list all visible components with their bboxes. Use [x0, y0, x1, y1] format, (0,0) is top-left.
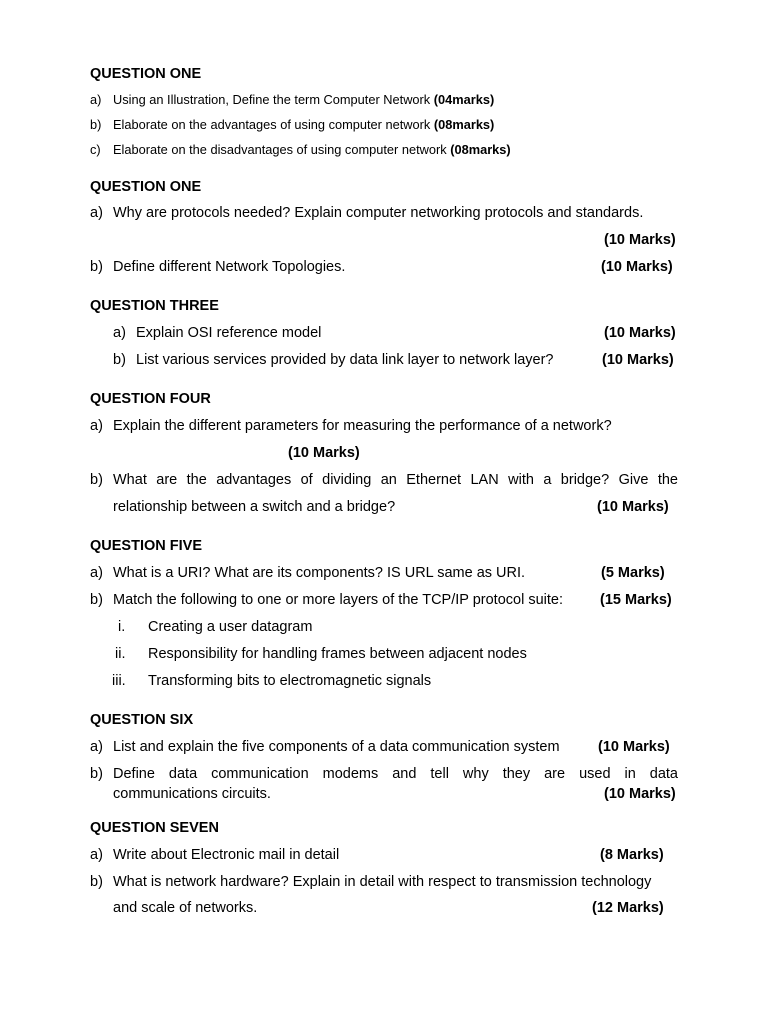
q2-a-label: a) — [90, 205, 103, 221]
q4-a-label: a) — [90, 418, 103, 434]
q5-a-text: What is a URI? What are its components? IS URL same as URI. — [113, 565, 526, 581]
q1-title: QUESTION ONE — [90, 66, 202, 82]
q4-a-marks: (10 Marks) — [288, 445, 360, 461]
q2-a-marks: (10 Marks) — [604, 232, 676, 248]
q7-b-line2: and scale of networks. — [113, 900, 258, 916]
q2-title: QUESTION ONE — [90, 179, 202, 195]
q5-item-1-label: i. — [118, 619, 126, 635]
q7-a-text: Write about Electronic mail in detail — [113, 847, 340, 863]
q3-b-text: List various services provided by data link layer to network layer? — [136, 352, 554, 368]
q5-b-text: Match the following to one or more layers of the TCP/IP protocol suite: — [113, 592, 563, 608]
q4-b-line1: What are the advantages of dividing an Ethernet LAN with a bridge? Give the — [113, 472, 678, 488]
q4-b-label: b) — [90, 472, 103, 488]
q4-title: QUESTION FOUR — [90, 391, 211, 407]
q3-b-marks: (10 Marks) — [602, 352, 674, 368]
q1-c-item — [113, 141, 511, 159]
q7-b-line1: What is network hardware? Explain in detail with respect to transmission technology — [113, 874, 652, 890]
q1-c-text: Elaborate on the disadvantages of using computer network — [113, 142, 451, 157]
q7-title: QUESTION SEVEN — [90, 820, 219, 836]
q6-b-line2: communications circuits. — [113, 786, 271, 802]
q6-a-marks: (10 Marks) — [598, 739, 670, 755]
q4-b-marks: (10 Marks) — [597, 499, 669, 515]
q1-b-marks: (08marks) — [433, 117, 495, 132]
q3-a-text: Explain OSI reference model — [136, 325, 322, 341]
q5-item-3-text: Transforming bits to electromagnetic signals — [148, 673, 432, 689]
q6-b-line1: Define data communication modems and tell why they are used in data — [113, 766, 678, 782]
q2-a-text: Why are protocols needed? Explain computer networking protocols and standards. — [113, 205, 644, 221]
q6-b-label: b) — [90, 766, 103, 782]
q5-b-marks: (15 Marks) — [600, 592, 672, 608]
q1-a-text: Using an Illustration, Define the term Computer Network — [113, 92, 434, 107]
q5-item-2-label: ii. — [115, 646, 126, 662]
q7-b-label: b) — [90, 874, 103, 890]
q6-a-label: a) — [90, 739, 103, 755]
q5-item-2-text: Responsibility for handling frames between adjacent nodes — [148, 646, 527, 662]
q3-title: QUESTION THREE — [90, 298, 219, 314]
q6-title: QUESTION SIX — [90, 712, 194, 728]
q1-b-text: Elaborate on the advantages of using computer network — [113, 117, 434, 132]
q1-b-label: b) — [90, 117, 102, 132]
q3-a-marks: (10 Marks) — [604, 325, 676, 341]
q1-a-marks: (04marks) — [433, 92, 495, 107]
q5-title: QUESTION FIVE — [90, 538, 202, 554]
q6-b-marks: (10 Marks) — [604, 786, 676, 802]
q1-a-label: a) — [90, 92, 102, 107]
q3-b-label: b) — [113, 352, 126, 368]
q7-b-marks: (12 Marks) — [592, 900, 664, 916]
q2-b-marks: (10 Marks) — [601, 259, 673, 275]
q6-a-text: List and explain the five components of a data communication system — [113, 739, 560, 755]
q1-c-label: c) — [90, 142, 101, 157]
q5-b-label: b) — [90, 592, 103, 608]
q1-b-item — [113, 116, 494, 134]
q2-b-text: Define different Network Topologies. — [113, 259, 346, 275]
q5-a-marks: (5 Marks) — [601, 565, 665, 581]
q7-a-marks: (8 Marks) — [600, 847, 664, 863]
q5-item-1-text: Creating a user datagram — [148, 619, 313, 635]
q1-c-marks: (08marks) — [450, 142, 511, 157]
q3-a-label: a) — [113, 325, 126, 341]
q5-item-3-label: iii. — [112, 673, 126, 689]
q1-a-item — [113, 91, 494, 109]
q2-b-label: b) — [90, 259, 103, 275]
q4-a-text: Explain the different parameters for measuring the performance of a network? — [113, 418, 612, 434]
q5-a-label: a) — [90, 565, 103, 581]
q4-b-line2: relationship between a switch and a bridge? — [113, 499, 396, 515]
q7-a-label: a) — [90, 847, 103, 863]
